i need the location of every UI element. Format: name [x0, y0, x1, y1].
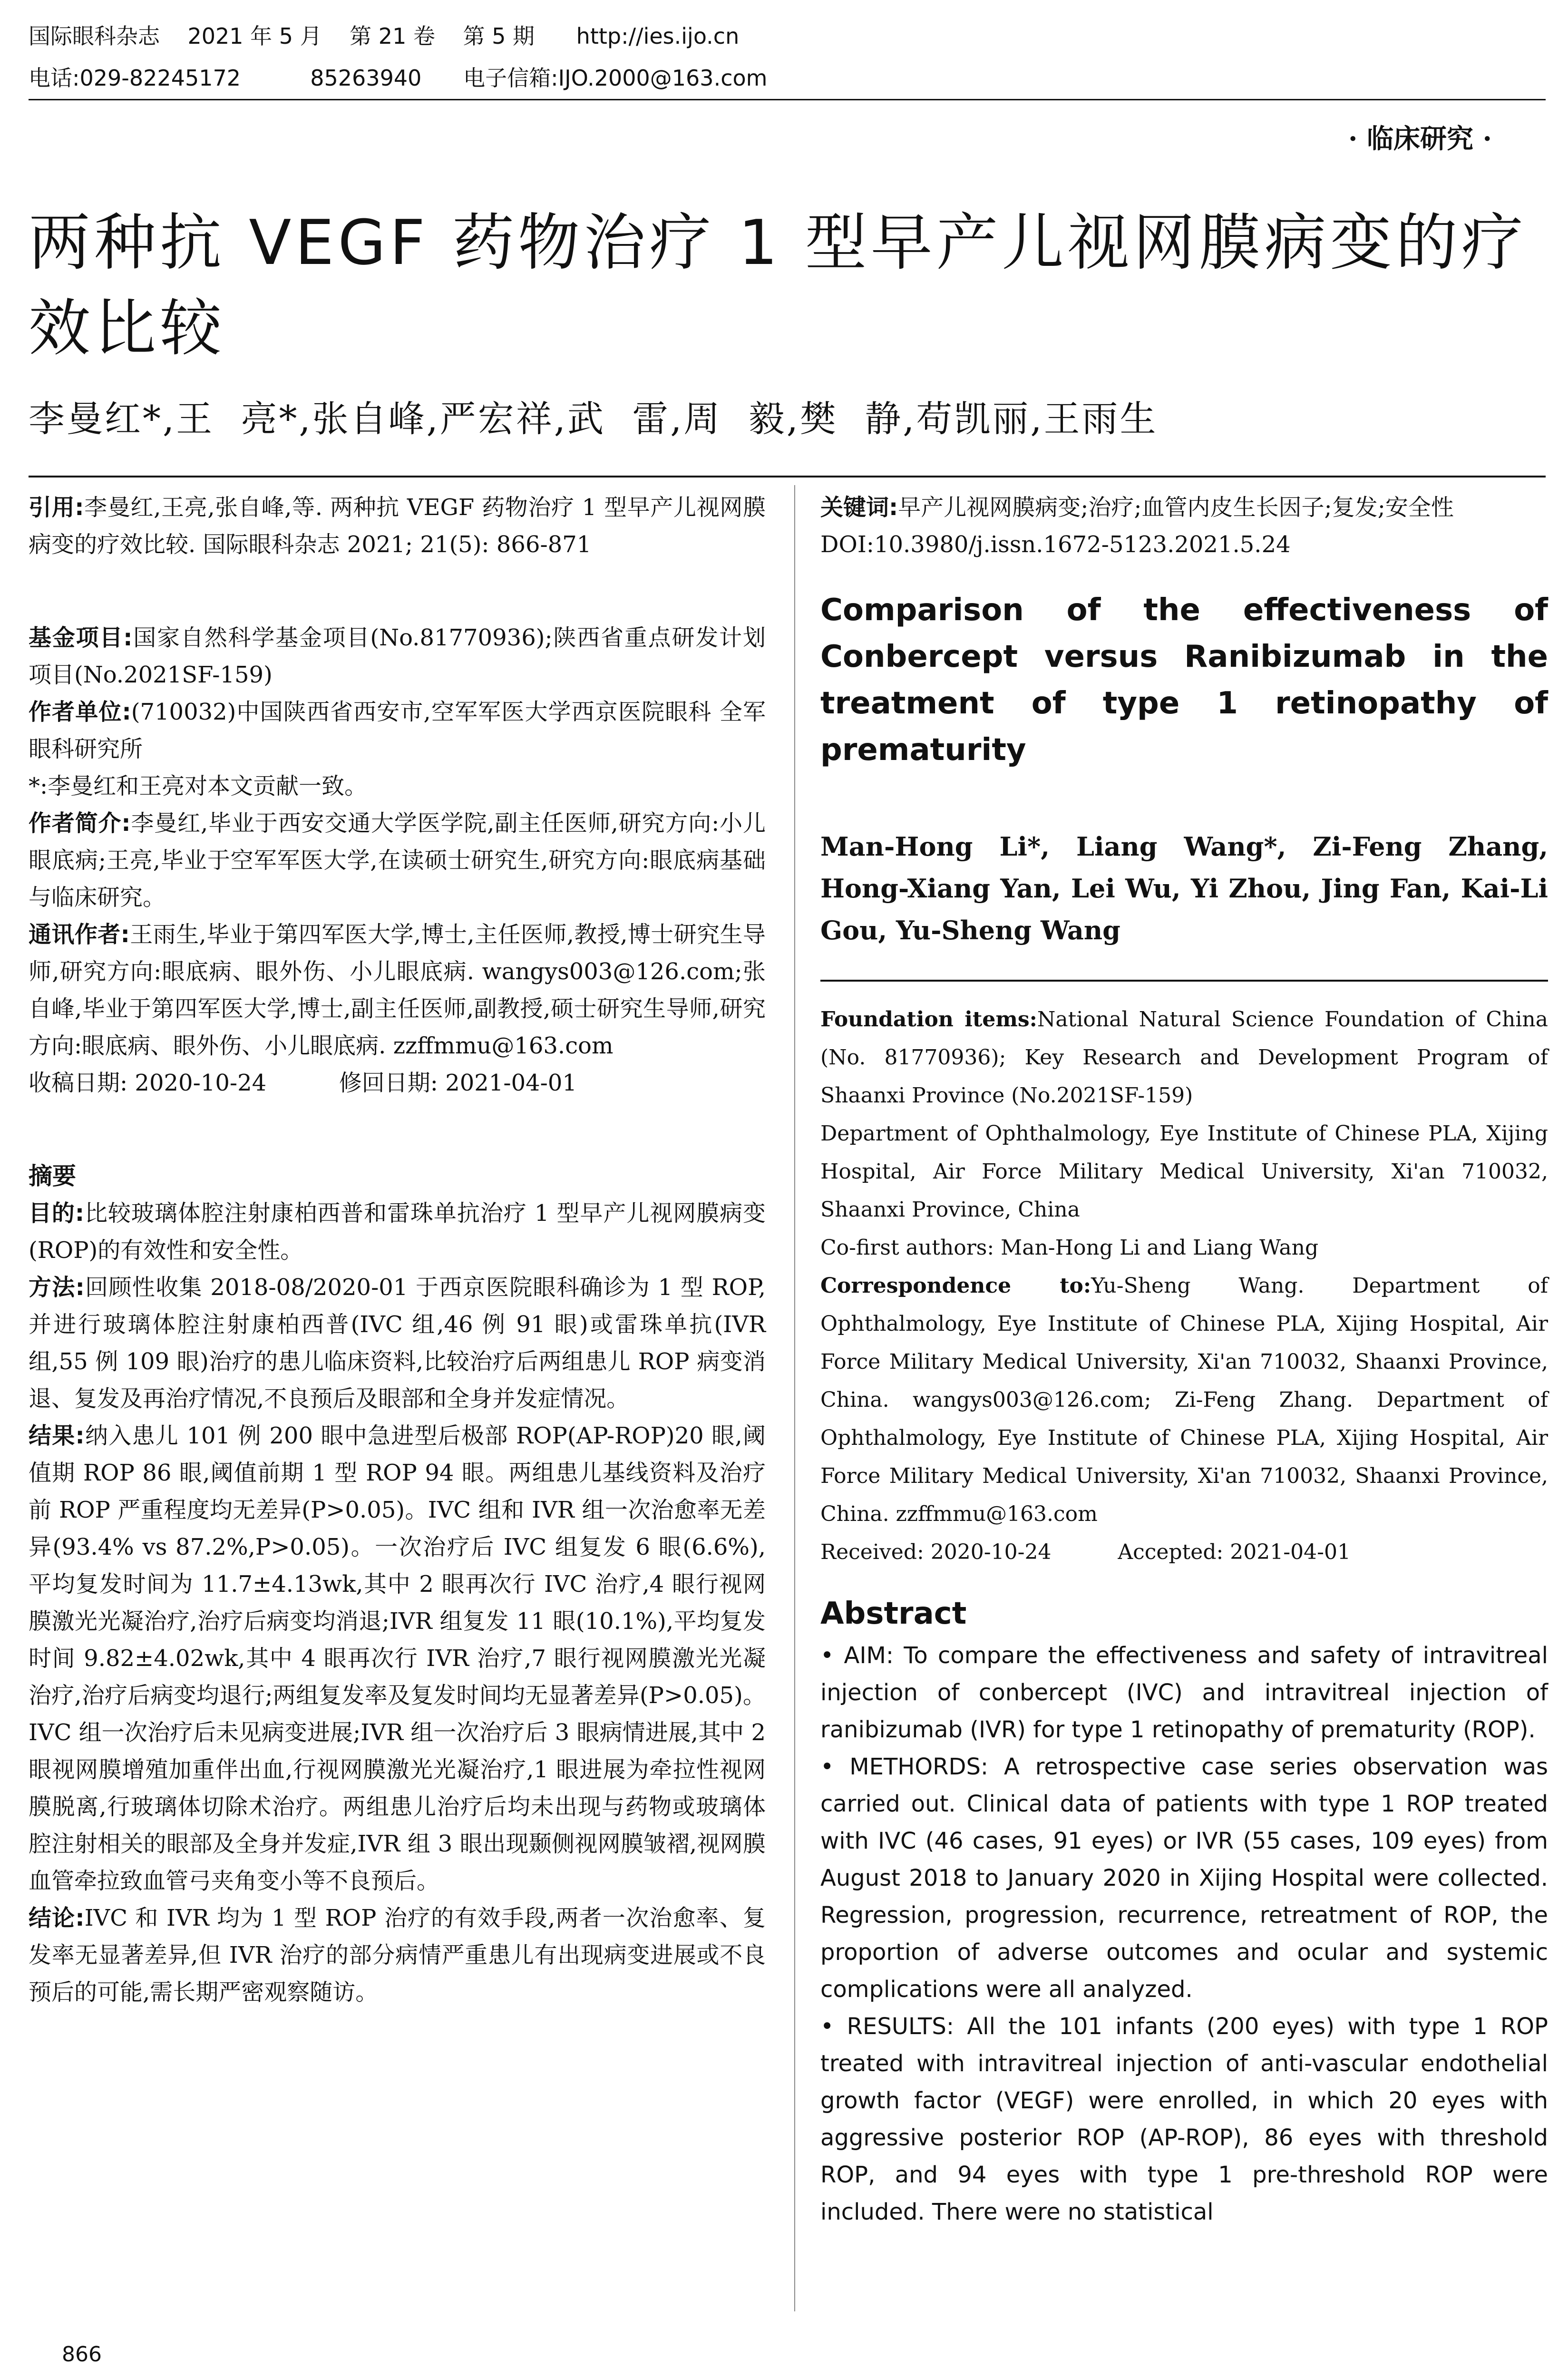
- article-authors: 李曼红*,王 亮*,张自峰,严宏祥,武 雷,周 毅,樊 静,苟凯丽,王雨生: [29, 398, 1158, 440]
- received-accepted: Received: 2020-10-24 Accepted: 2021-04-01: [820, 1540, 1351, 1564]
- method-text: 回顾性收集 2018-08/2020-01 于西京医院眼科确诊为 1 型 ROP,并进行玻璃体腔注射康柏西普(IVC 组,46 例 91 眼)或雷珠单抗(IVR 组,55 例 109 眼)治疗的患儿临床资料,比较治疗后两组患儿 ROP 病变消退、复发及再治疗情况,不良预后及眼部和全身并发症情况。: [29, 1274, 766, 1412]
- bio-label: 作者简介:: [29, 810, 131, 837]
- foundation-items: [820, 1001, 1548, 1115]
- journal-header-line1: 国际眼科杂志 2021 年 5 月 第 21 卷 第 5 期 http://ies.ijo.cn: [29, 23, 740, 49]
- keywords: [820, 489, 1548, 526]
- citation-label: 引用:: [29, 494, 84, 521]
- abstract-methods: • METHORDS: A retrospective case series observation was carried out. Clinical data of patients with type 1 ROP treated with IVC (46 cases, 91 eyes) or IVR (55 cases, 109 eyes) from August 2018 to January 2020 in Xijing Hospital were collected. Regression, progression, recurrence, retreatment of ROP, the proportion of adverse outcomes and ocular and systemic complications were all analyzed.: [820, 1754, 1548, 2003]
- header-rule: [29, 99, 1546, 100]
- section-tag: · 临床研究 ·: [1348, 123, 1492, 155]
- abstract-en: [820, 1637, 1548, 2231]
- left-column: [29, 489, 766, 2011]
- aim-label: 目的:: [29, 1200, 85, 1227]
- doi: DOI:10.3980/j.issn.1672-5123.2021.5.24: [820, 531, 1291, 558]
- english-title: Comparison of the effectiveness of Conbercept versus Ranibizumab in the treatment of type 1 retinopathy of prematurity: [820, 593, 1548, 768]
- results: [29, 1417, 766, 1900]
- abstract-en-heading: Abstract: [820, 1596, 967, 1631]
- foundation-label: Foundation items:: [820, 1007, 1037, 1032]
- conclusion: [29, 1900, 766, 2011]
- dates: 收稿日期: 2020-10-24 修回日期: 2021-04-01: [29, 1070, 577, 1096]
- department: Department of Ophthalmology, Eye Institute of Chinese PLA, Xijing Hospital, Air Force Military Medical University, Xi'an 710032, Shaanxi Province, China: [820, 1121, 1548, 1222]
- article-title: 两种抗 VEGF 药物治疗 1 型早产儿视网膜病变的疗效比较: [29, 206, 1527, 364]
- column-divider: [794, 485, 795, 2311]
- unit-text: (710032)中国陕西省西安市,空军军医大学西京医院眼科 全军眼科研究所: [29, 699, 766, 762]
- citation: [29, 489, 766, 563]
- correspondence: [29, 916, 766, 1064]
- fund: [29, 619, 766, 693]
- correspondence-en-text: Yu-Sheng Wang. Department of Ophthalmology, Eye Institute of Chinese PLA, Xijing Hospital, Air Force Military Medical University, Xi'an 710032, Shaanxi Province, China. wangys003@126.com; Zi-Feng Zhang. Department of Ophthalmology, Eye Institute of Chinese PLA, Xijing Hospital, Air Force Military Medical University, Xi'an 710032, Shaanxi Province, China. zzffmmu@163.com: [820, 1274, 1548, 1526]
- abstract-heading: 摘要: [29, 1162, 76, 1190]
- fund-text: 国家自然科学基金项目(No.81770936);陕西省重点研发计划项目(No.2021SF-159): [29, 624, 766, 688]
- result-text: 纳入患儿 101 例 200 眼中急进型后极部 ROP(AP-ROP)20 眼,阈值期 ROP 86 眼,阈值前期 1 型 ROP 94 眼。两组患儿基线资料及治疗前 ROP 严重程度均无差异(P>0.05)。IVC 组和 IVR 组一次治愈率无差异(93.4% vs 87.2%,P>0.05)。一次治疗后 IVC 组复发 6 眼(6.6%),平均复发时间为 11.7±4.13wk,其中 2 眼再次行 IVC 治疗,4 眼行视网膜激光光凝治疗,治疗后病变均消退;IVR 组复发 11 眼(10.1%),平均复发时间 9.82±4.02wk,其中 4 眼再次行 IVR 治疗,7 眼行视网膜激光光凝治疗,治疗后病变均退行;两组复发率及复发时间均无显著差异(P>0.05)。IVC 组一次治疗后未见病变进展;IVR 组一次治疗后 3 眼病情进展,其中 2 眼视网膜增殖加重伴出血,行视网膜激光光凝治疗,1 眼进展为牵拉性视网膜脱离,行玻璃体切除术治疗。两组患儿治疗后均未出现与药物或玻璃体腔注射相关的眼部及全身并发症,IVR 组 3 眼出现颞侧视网膜皱褶,视网膜血管牵拉致血管弓夹角变小等不良预后。: [29, 1422, 766, 1894]
- methods: [29, 1269, 766, 1417]
- result-label: 结果:: [29, 1422, 85, 1449]
- english-meta: [820, 1001, 1548, 1571]
- top-rule: [29, 476, 1546, 477]
- corr-label: 通讯作者:: [29, 921, 130, 948]
- keywords-label: 关键词:: [820, 494, 898, 521]
- bio-text: 李曼红,毕业于西安交通大学医学院,副主任医师,研究方向:小儿眼底病;王亮,毕业于空军军医大学,在读硕士研究生,研究方向:眼底病基础与临床研究。: [29, 810, 766, 911]
- right-column: [820, 489, 1548, 2231]
- english-rule: [820, 980, 1548, 982]
- abstract-aim: • AIM: To compare the effectiveness and safety of intravitreal injection of conbercept (IVC) and intravitreal injection of ranibizumab (IVR) for type 1 retinopathy of prematurity (ROP).: [820, 1642, 1548, 1743]
- correspondence-en: [820, 1267, 1548, 1533]
- correspondence-en-label: Correspondence to:: [820, 1274, 1091, 1298]
- co-first-authors: Co-first authors: Man-Hong Li and Liang Wang: [820, 1236, 1319, 1260]
- abstract-results: • RESULTS: All the 101 infants (200 eyes) with type 1 ROP treated with intravitreal injection of anti-vascular endothelial growth factor (VEGF) were enrolled, in which 20 eyes with aggressive posterior ROP (AP-ROP), 86 eyes with threshold ROP, and 94 eyes with type 1 pre-threshold ROP were included. There were no statistical: [820, 2013, 1548, 2225]
- fund-label: 基金项目:: [29, 624, 133, 651]
- concl-text: IVC 和 IVR 均为 1 型 ROP 治疗的有效手段,两者一次治愈率、复发率无显著差异,但 IVR 治疗的部分病情严重患儿有出现病变进展或不良预后的可能,需长期严密观察随访。: [29, 1905, 766, 2006]
- method-label: 方法:: [29, 1274, 85, 1301]
- english-authors: Man-Hong Li*, Liang Wang*, Zi-Feng Zhang, Hong-Xiang Yan, Lei Wu, Yi Zhou, Jing Fan, Kai-Li Gou, Yu-Sheng Wang: [820, 831, 1548, 945]
- unit: [29, 693, 766, 768]
- keywords-text: 早产儿视网膜病变;治疗;血管内皮生长因子;复发;安全性: [898, 494, 1454, 521]
- concl-label: 结论:: [29, 1905, 85, 1931]
- unit-label: 作者单位:: [29, 699, 131, 725]
- aim: [29, 1195, 766, 1269]
- aim-text: 比较玻璃体腔注射康柏西普和雷珠单抗治疗 1 型早产儿视网膜病变(ROP)的有效性和安全性。: [29, 1200, 766, 1264]
- corr-text: 王雨生,毕业于第四军医大学,博士,主任医师,教授,博士研究生导师,研究方向:眼底病、眼外伤、小儿眼底病. wangys003@126.com;张自峰,毕业于第四军医大学,博士,副主任医师,副教授,硕士研究生导师,研究方向:眼底病、眼外伤、小儿眼底病. zzffmmu@163.com: [29, 921, 766, 1059]
- page-number: 866: [62, 2342, 102, 2367]
- journal-header-line2: 电话:029-82245172 85263940 电子信箱:IJO.2000@163.com: [29, 65, 768, 91]
- foundation-text: National Natural Science Foundation of China (No. 81770936); Key Research and Development Program of Shaanxi Province (No.2021SF-159): [820, 1007, 1549, 1108]
- citation-text: 李曼红,王亮,张自峰,等. 两种抗 VEGF 药物治疗 1 型早产儿视网膜病变的疗效比较. 国际眼科杂志 2021; 21(5): 866-871: [29, 494, 766, 558]
- bio: [29, 805, 766, 916]
- cofirst-note: *:李曼红和王亮对本文贡献一致。: [29, 773, 368, 799]
